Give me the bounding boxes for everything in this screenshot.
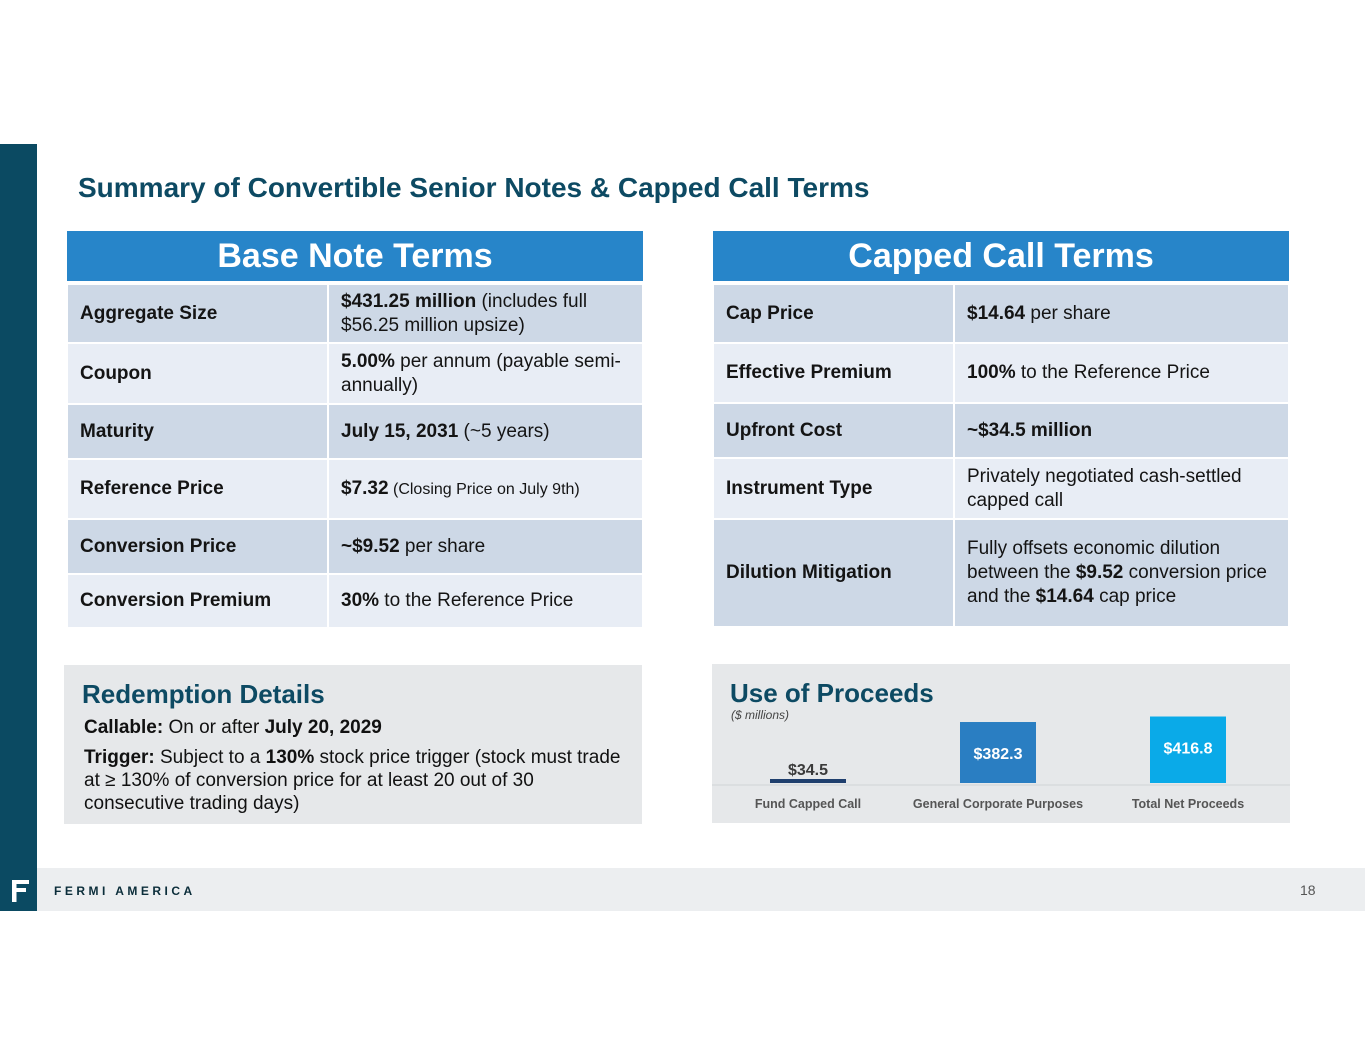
page-number: 18 — [1300, 882, 1316, 898]
term-label: Cap Price — [713, 283, 954, 343]
footer-bar — [37, 868, 1365, 911]
callable-line: Callable: On or after July 20, 2029 — [84, 717, 382, 738]
table-row — [713, 343, 1289, 403]
term-label: Coupon — [67, 343, 328, 404]
bar-value-label-2: $416.8 — [1163, 740, 1213, 758]
page-title: Summary of Convertible Senior Notes & Capped Call Terms — [78, 172, 870, 203]
redemption-details-panel — [64, 665, 642, 824]
term-label: Effective Premium — [713, 343, 954, 403]
term-value: $431.25 million (includes full $56.25 million upsize) — [328, 283, 643, 343]
term-label: Conversion Price — [67, 519, 328, 574]
table-row — [67, 283, 643, 343]
table-row — [713, 283, 1289, 343]
redemption-title: Redemption Details — [82, 679, 325, 709]
trigger-line: Trigger: Subject to a 130% stock price trigger (stock must trade at ≥ 130% of conversion price for at least 20 out of 30 consecutive trading days) — [84, 747, 621, 814]
bar-value-label-1: $382.3 — [973, 746, 1023, 764]
table-row — [67, 519, 643, 574]
term-value: 100% to the Reference Price — [954, 343, 1289, 403]
table-row — [713, 458, 1289, 519]
term-label: Upfront Cost — [713, 403, 954, 458]
units-note: ($ millions) — [731, 708, 790, 722]
left-accent-bar — [0, 144, 37, 911]
term-label: Aggregate Size — [67, 283, 328, 343]
table-row — [67, 343, 643, 404]
capped-call-terms-table — [712, 231, 1290, 628]
table-row — [67, 574, 643, 628]
table-row — [713, 519, 1289, 627]
capped-call-terms-header: Capped Call Terms — [713, 231, 1289, 283]
fermi-logo-icon — [9, 880, 29, 902]
table-row — [67, 459, 643, 519]
term-label: Dilution Mitigation — [713, 519, 954, 627]
term-value: 30% to the Reference Price — [328, 574, 643, 628]
base-note-terms-table — [66, 231, 644, 629]
term-value: Privately negotiated cash-settled capped call — [954, 458, 1289, 519]
term-label: Maturity — [67, 404, 328, 459]
table-row — [713, 403, 1289, 458]
term-value: ~$34.5 million — [954, 403, 1289, 458]
proceeds-title: Use of Proceeds — [730, 678, 934, 708]
term-value: July 15, 2031 (~5 years) — [328, 404, 643, 459]
brand-name: FERMI AMERICA — [54, 884, 196, 898]
bar-value-label-0: $34.5 — [787, 762, 829, 779]
term-label: Instrument Type — [713, 458, 954, 519]
term-value: Fully offsets economic dilution between the $9.52 conversion price and the $14.64 cap price — [954, 519, 1289, 627]
category-label-2: Total Net Proceeds — [1131, 797, 1245, 811]
term-label: Reference Price — [67, 459, 328, 519]
bar-0 — [770, 779, 846, 783]
term-value: $14.64 per share — [954, 283, 1289, 343]
term-value: $7.32 (Closing Price on July 9th) — [328, 459, 643, 519]
term-value: 5.00% per annum (payable semi-annually) — [328, 343, 643, 404]
table-row — [67, 404, 643, 459]
term-value: ~$9.52 per share — [328, 519, 643, 574]
category-label-0: Fund Capped Call — [754, 797, 862, 811]
category-label-1: General Corporate Purposes — [912, 797, 1084, 811]
base-note-terms-header: Base Note Terms — [67, 231, 643, 283]
term-label: Conversion Premium — [67, 574, 328, 628]
use-of-proceeds-panel — [712, 664, 1290, 823]
